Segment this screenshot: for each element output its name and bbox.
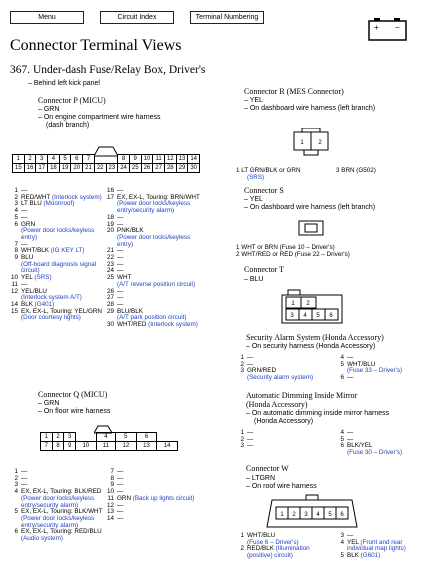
connector-w-cell: 2 [292,512,296,518]
connector-pin-cell: 12 [116,442,137,451]
pin-number: 4 [340,354,344,361]
pin-number: 17 [106,193,114,201]
connector-s-title: Connector S [244,186,284,195]
pin-number: 28 [106,300,114,308]
connector-pin-cell: 16 [24,164,36,173]
pin-description: — [117,260,124,268]
pin-description: GRN [21,220,35,228]
pin-description: — [117,247,124,255]
pin-circuit-note: (Interlock system) [52,193,102,201]
pin-number: 3 [14,481,18,489]
pin-number: 6 [340,442,344,450]
pin-description: (positive) circuit) [247,552,293,560]
pin-description: — [247,435,254,443]
pin-number: 10 [106,488,114,496]
pin-description: EX, EX-L, Touring: BRN/WHT [117,193,200,201]
pin-circuit-note: (Moonroof) [43,200,75,208]
pin-description: YEL/BLU [21,287,47,295]
connector-w-cell: 6 [340,512,344,518]
connector-pin-cell: 5 [116,433,137,442]
connector-pin-cell: 13 [176,155,188,164]
pin-description: — [21,280,28,288]
battery-icon[interactable] [368,16,408,42]
connector-p-title: Connector P (MICU) [38,96,106,105]
pin-number: 9 [14,254,18,262]
security-alarm-pins-right [336,355,402,382]
pin-number: 29 [106,307,114,315]
pin-description: — [347,532,354,539]
pin-number: 4 [14,207,18,215]
connector-pin-cell: 29 [176,164,188,173]
pin-number: 19 [106,220,114,228]
pin-description: (Interlock system A/T) [21,294,82,302]
pin-description: EX, EX-L, Touring: BLK/RED [21,488,102,496]
connector-pin-cell: 6 [71,155,83,164]
pin-entry [10,315,102,322]
connector-w-pins-left [236,533,310,560]
pin-number: 5 [340,360,344,368]
pin-description: — [21,187,28,194]
pin-number: 9 [110,481,114,489]
pin-number: 27 [106,294,114,302]
connector-pin-cell: 19 [59,164,71,173]
pin-number: 24 [106,267,114,275]
pin-description: circuit) [21,267,40,275]
connector-q-pins-left [10,469,102,543]
pin-number: 5 [14,213,18,221]
pin-number: 18 [106,213,114,221]
security-alarm-desc: – On security harness (Honda Accessory) [246,343,376,350]
pin-description: — [247,429,254,436]
pin-description: — [117,213,124,221]
pin-description: WHT/BLU [247,532,276,539]
pin-description: — [117,474,124,482]
pin-description: WHT [117,274,132,282]
connector-q-pins-right [106,469,194,523]
pin-entry [336,450,402,457]
pin-number: 20 [106,227,114,235]
pin-number: 1 [14,187,18,194]
pin-circuit-note: (IG KEY LT) [50,247,85,255]
connector-w-cell: 1 [280,512,284,518]
pin-number: 3 [240,442,244,450]
pin-description: (Power door locks/keyless [21,514,95,522]
pin-number: 21 [106,247,114,255]
connector-pin-cell: 14 [157,442,178,451]
pin-description: — [21,468,28,475]
pin-number: 11 [11,280,18,288]
pin-description: — [117,287,124,295]
pin-entry [236,375,313,382]
pin-description: (Fuse 6 – Driver's) [247,538,299,546]
pin-entry [236,553,310,560]
connector-t-desc: – BLU [244,276,264,283]
pin-number: 4 [340,429,344,436]
pin-description: BLK (G601) [347,552,381,560]
connector-q-diagram [40,432,178,451]
connector-pin-cell: 11 [153,155,165,164]
pin-number: 2 [240,545,244,553]
connector-r-desc: – YEL – On dashboard wire harness (left branch) [244,97,376,112]
pin-entry [106,516,194,523]
pin-entry [106,322,200,329]
section-title: 367. Under-dash Fuse/Relay Box, Driver's [10,64,206,76]
pin-number: 6 [14,528,18,536]
pin-description: (A/T park position circuit) [117,314,187,322]
pin-description: (Power door locks/keyless [21,494,95,502]
connector-r-cell: 1 [300,140,304,146]
pin-description: YEL (SRS) [21,274,52,282]
pin-entry [336,553,406,560]
connector-pin-cell: 13 [136,442,157,451]
pin-description: — [117,220,124,228]
pin-description: — [117,254,124,262]
pin-description: (Audio system) [21,535,63,543]
connector-pin-cell: 9 [129,155,141,164]
connector-pin-cell: 24 [118,164,130,173]
menu-tab[interactable]: Menu [10,11,84,24]
connector-r-pin-1: 1 LT GRN/BLK or GRN (SRS) [236,167,301,182]
pin-description: BLU [21,254,34,262]
pin-number: 3 [240,367,244,375]
connector-s-pins: 1 WHT or BRN (Fuse 10 – Driver's) 2 WHT/RED or RED (Fuse 22 – Driver's) [236,244,350,259]
connector-t-cell: 3 [290,313,294,319]
connector-p-pins-left [10,188,102,322]
connector-w-desc: – LTGRN – On roof wire harness [246,475,317,490]
pin-description: (A/T reverse position circuit) [117,280,196,288]
pin-number: 12 [106,501,114,509]
pin-number: 1 [14,468,18,475]
pin-description: — [347,354,354,361]
pin-description: — [247,354,254,361]
pin-number: 6 [14,220,18,228]
pin-circuit-note: (G601) [360,552,381,560]
pin-entry [336,430,402,437]
connector-pin-cell: 21 [83,164,95,173]
connector-pin-cell: 15 [13,164,25,173]
connector-pin-cell: 10 [141,155,153,164]
connector-pin-cell [106,155,118,164]
connector-w-cell: 5 [328,512,332,518]
connector-s-diagram [298,220,324,236]
pin-number: 3 [14,200,18,208]
pin-description: — [21,213,28,221]
connector-w-diagram [266,494,358,528]
pin-description: — [21,207,28,215]
connector-pin-cell: 7 [41,442,53,451]
connector-pin-cell [75,433,96,442]
pin-number: 14 [106,514,114,522]
connector-pin-cell: 1 [41,433,53,442]
connector-r-pin-3: 3 BRN (G502) [336,167,376,174]
pin-description: BLK (G401) [21,300,55,308]
connector-pin-cell: 6 [136,433,157,442]
circuit-index-tab[interactable]: Circuit Index [100,11,174,24]
connector-pin-cell: 4 [48,155,60,164]
pin-circuit-note: (Front and rear [360,538,403,546]
pin-description: entry/security alarm) [117,207,175,215]
pin-number: 2 [14,474,18,482]
pin-circuit-note: (Interlock system) [148,321,198,329]
connector-pin-cell [94,155,106,164]
pin-description: individual map lights) [347,545,406,553]
pin-number: 15 [10,307,18,315]
pin-number: 16 [106,187,114,194]
connector-s-desc: – YEL – On dashboard wire harness (left branch) [244,196,376,211]
pin-description: entry) [117,240,134,248]
pin-description: GRN/RED [247,367,277,375]
dimming-mirror-pins-left [236,430,253,450]
pin-description: entry/security alarm) [21,521,79,529]
pin-number: 1 [240,429,244,436]
dimming-mirror-desc: – On automatic dimming inside mirror harness (Honda Accessory) [246,410,390,425]
connector-r-cell: 2 [318,140,322,146]
pin-number: 22 [106,254,114,262]
page-title: Connector Terminal Views [10,37,182,54]
connector-q-desc: – GRN – On floor wire harness [38,400,111,415]
pin-number: 30 [106,321,114,329]
pin-description: — [117,300,124,308]
section-subtitle: – Behind left kick panel [28,80,100,87]
connector-pin-cell: 17 [36,164,48,173]
pin-number: 10 [10,274,18,282]
pin-number: 8 [110,474,114,482]
pin-number: 14 [10,300,18,308]
pin-description: — [247,360,254,368]
svg-text:+: + [374,23,379,32]
pin-number: 1 [240,532,244,539]
connector-t-title: Connector T [244,265,285,274]
connector-w-pins-right [336,533,406,560]
connector-t-cell: 6 [329,313,333,319]
pin-entry [336,375,402,382]
pin-description: — [117,501,124,509]
pin-number: 1 [240,354,244,361]
pin-entry [10,536,102,543]
connector-pin-cell: 4 [96,433,115,442]
pin-description: WHT/BLK (IG KEY LT) [21,247,85,255]
pin-description: entry) [21,233,38,241]
pin-number: 5 [14,508,18,516]
connector-w-title: Connector W [246,464,289,473]
pin-description: (Fuse 30 – Driver's) [347,449,403,457]
connector-w-cell: 4 [316,512,320,518]
connector-pin-cell: 8 [118,155,130,164]
connector-pin-cell: 7 [83,155,95,164]
pin-number: 13 [106,508,114,516]
terminal-numbering-tab[interactable]: Terminal Numbering [190,11,264,24]
pin-description: RED/WHT (Interlock system) [21,193,102,201]
pin-number: 2 [14,193,18,201]
pin-description: — [21,474,28,482]
connector-pin-cell: 11 [96,442,115,451]
pin-number: 3 [340,532,344,539]
connector-pin-cell: 28 [164,164,176,173]
pin-circuit-note: (Back up lights circuit) [132,494,195,502]
pin-number: 7 [14,240,18,248]
dimming-mirror-pins-right [336,430,402,457]
svg-text:−: − [395,23,400,32]
pin-description: WHT/BLU [347,360,376,368]
connector-t-diagram [280,289,344,325]
pin-description: GRN (Back up lights circuit) [117,494,195,502]
pin-number: 5 [340,552,344,560]
connector-pin-cell: 10 [75,442,96,451]
pin-description: — [117,468,124,475]
pin-description: — [347,429,354,436]
connector-pin-cell: 9 [64,442,76,451]
pin-description: — [117,508,124,516]
pin-description: (Off-board diagnosis signal [21,260,97,268]
pin-description: — [247,442,254,450]
connector-r-diagram [292,128,330,156]
pin-number: 7 [110,468,114,475]
pin-description: LT BLU (Moonroof) [21,200,75,208]
connector-pin-cell: 2 [52,433,64,442]
pin-description: — [117,294,124,302]
connector-t-cell: 1 [291,301,295,307]
connector-w-cell: 3 [304,512,308,518]
connector-pin-cell: 3 [36,155,48,164]
pin-description: (Power door locks/keyless [117,233,191,241]
pin-description: EX, EX-L, Touring: BLK/WHT [21,508,103,516]
pin-number: 4 [340,538,344,546]
pin-description: EX, EX-L, Touring: YEL/GRN [21,307,102,315]
connector-pin-cell: 12 [164,155,176,164]
pin-description: RED/BLK (Illumination [247,545,310,553]
security-alarm-title: Security Alarm System (Honda Accessory) [246,333,384,342]
pin-number: 2 [240,360,244,368]
pin-description: (Power door locks/keyless [117,200,191,208]
pin-description: YEL (Front and rear [347,538,403,546]
pin-description: WHT/RED (Interlock system) [117,321,198,329]
connector-pin-cell: 27 [153,164,165,173]
security-alarm-pins-left [236,355,313,382]
pin-description: (Security alarm system) [247,374,314,382]
connector-pin-cell: 22 [94,164,106,173]
pin-description: — [117,514,124,522]
pin-description: BLK/YEL [347,442,373,450]
pin-number: 26 [106,287,114,295]
pin-description: — [117,267,124,275]
pin-number: 25 [106,274,114,282]
pin-entry [236,443,253,450]
pin-circuit-note: (Illumination [275,545,310,553]
pin-description: BLU/BLK [117,307,143,315]
connector-pin-cell: 20 [71,164,83,173]
pin-number: 11 [107,494,114,502]
pin-number: 23 [106,260,114,268]
connector-pin-cell: 23 [106,164,118,173]
pin-description: — [117,481,124,489]
connector-pin-cell: 8 [52,442,64,451]
pin-description: — [347,374,354,382]
dimming-mirror-title: Automatic Dimming Inside Mirror (Honda Accessory) [246,391,358,409]
pin-number: 4 [14,488,18,496]
connector-t-cell: 2 [306,301,310,307]
connector-pin-cell: 25 [129,164,141,173]
pin-description: (Door courtesy lights) [21,314,81,322]
connector-pin-cell: 30 [188,164,200,173]
pin-number: 12 [10,287,18,295]
connector-p-pins-right [106,188,200,329]
pin-description: — [21,481,28,489]
pin-description: — [117,488,124,496]
connector-pin-cell: 2 [24,155,36,164]
connector-pin-cell: 3 [64,433,76,442]
connector-t-cell: 5 [316,313,320,319]
pin-description: PNK/BLK [117,227,144,235]
connector-t-cell: 4 [303,313,307,319]
pin-description: — [117,187,124,194]
pin-number: 2 [240,435,244,443]
connector-p-diagram [12,154,200,173]
pin-description: (Fuse 33 – Driver's) [347,367,403,375]
pin-description: entry/security alarm) [21,501,79,509]
pin-circuit-note: (G401) [34,300,55,308]
connector-p-desc: – GRN – On engine compartment wire harness (dash branch) [38,106,161,129]
pin-description: — [21,240,28,248]
connector-r-title: Connector R (MES Connector) [244,87,344,96]
pin-description: (Power door locks/keyless [21,227,95,235]
connector-pin-cell: 1 [13,155,25,164]
pin-entry [336,368,402,375]
connector-pin-cell: 14 [188,155,200,164]
connector-pin-cell: 5 [59,155,71,164]
pin-number: 5 [340,435,344,443]
pin-description: — [347,435,354,443]
pin-number: 8 [14,247,18,255]
connector-q-title: Connector Q (MICU) [38,390,108,399]
pin-description: EX, EX-L, Touring: RED/BLU [21,528,102,536]
connector-pin-cell: 18 [48,164,60,173]
pin-number: 6 [340,374,344,382]
connector-pin-cell: 26 [141,164,153,173]
pin-circuit-note: (SRS) [34,274,52,282]
